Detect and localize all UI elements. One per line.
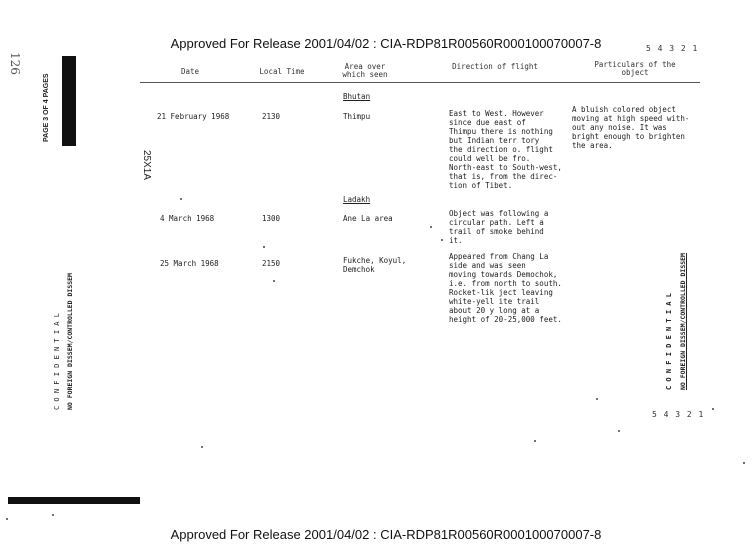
release-banner-top: Approved For Release 2001/04/02 : CIA-RDP81R00560R000100070007-8 bbox=[170, 36, 602, 51]
scan-speck bbox=[201, 446, 203, 448]
serial-bottom: 5 4 3 2 1 bbox=[652, 410, 705, 419]
table-row-direction: Object was following a circular path. Left a trail of smoke behind it. bbox=[449, 209, 549, 245]
scan-speck bbox=[273, 280, 275, 282]
left-dissem-label: NO FOREIGN DISSEM/CONTROLLED DISSEM bbox=[66, 273, 74, 410]
table-row-area: Ane La area bbox=[343, 214, 393, 223]
table-row-particulars: A bluish colored object moving at high speed with- out any noise. It was bright enough to brighten the area. bbox=[572, 105, 690, 150]
right-confidential-label: C O N F I D E N T I A L bbox=[665, 293, 673, 390]
page-marker: PAGE 3 OF 4 PAGES bbox=[43, 73, 50, 142]
table-row-direction: Appeared from Chang La side and was seen moving towards Demochok, i.e. from north to south. Rocket-lik ject leaving white-yell ite trail about 20 y long at a height of 20-25,000 feet. bbox=[449, 252, 562, 324]
scan-speck bbox=[441, 239, 443, 241]
scan-speck bbox=[618, 430, 620, 432]
header-local-time: Local Time bbox=[259, 67, 305, 76]
handwritten-corner-mark: 126 bbox=[8, 52, 22, 75]
table-row-time: 1300 bbox=[262, 214, 281, 223]
scan-speck bbox=[712, 408, 714, 410]
table-row-time: 2150 bbox=[262, 259, 281, 268]
serial-top: 5 4 3 2 1 bbox=[646, 44, 699, 53]
table-row-date: 4 March 1968 bbox=[160, 214, 215, 223]
margin-mark-25x1a: 25X1A bbox=[141, 150, 152, 181]
region-label-ladakh: Ladakh bbox=[343, 195, 371, 204]
table-row-date: 21 February 1968 bbox=[157, 112, 230, 121]
scan-speck bbox=[180, 198, 182, 200]
table-row-area: Fukche, Koyul, Demchok bbox=[343, 256, 407, 274]
table-row-time: 2130 bbox=[262, 112, 281, 121]
scan-speck bbox=[6, 518, 8, 520]
header-direction: Direction of flight bbox=[452, 62, 538, 71]
header-area: Area over which seen bbox=[342, 62, 388, 79]
right-dissem-label: NO FOREIGN DISSEM/CONTROLLED DISSEM bbox=[679, 253, 687, 390]
redaction-bar-horizontal bbox=[8, 497, 140, 504]
scan-speck bbox=[430, 226, 432, 228]
table-row-direction: East to West. However since due east of Thimpu there is nothing but Indian terr tory the direction o. flight could well be fro. North-east to South-west, that is, from the direc- tion of Tibet. bbox=[449, 109, 562, 190]
scan-speck bbox=[743, 462, 745, 464]
left-confidential-label: C O N F I D E N T I A L bbox=[53, 313, 61, 410]
header-rule bbox=[140, 82, 700, 83]
scan-speck bbox=[263, 246, 265, 248]
table-row-date: 25 March 1968 bbox=[160, 259, 219, 268]
redaction-bar-vertical bbox=[62, 56, 76, 146]
scan-speck bbox=[52, 514, 54, 516]
region-label-bhutan: Bhutan bbox=[343, 92, 371, 101]
scan-speck bbox=[534, 440, 536, 442]
header-particulars: Particulars of the object bbox=[594, 60, 676, 77]
release-banner-bottom: Approved For Release 2001/04/02 : CIA-RDP81R00560R000100070007-8 bbox=[170, 527, 602, 542]
scan-speck bbox=[596, 398, 598, 400]
table-row-area: Thimpu bbox=[343, 112, 371, 121]
header-date: Date bbox=[180, 67, 200, 76]
